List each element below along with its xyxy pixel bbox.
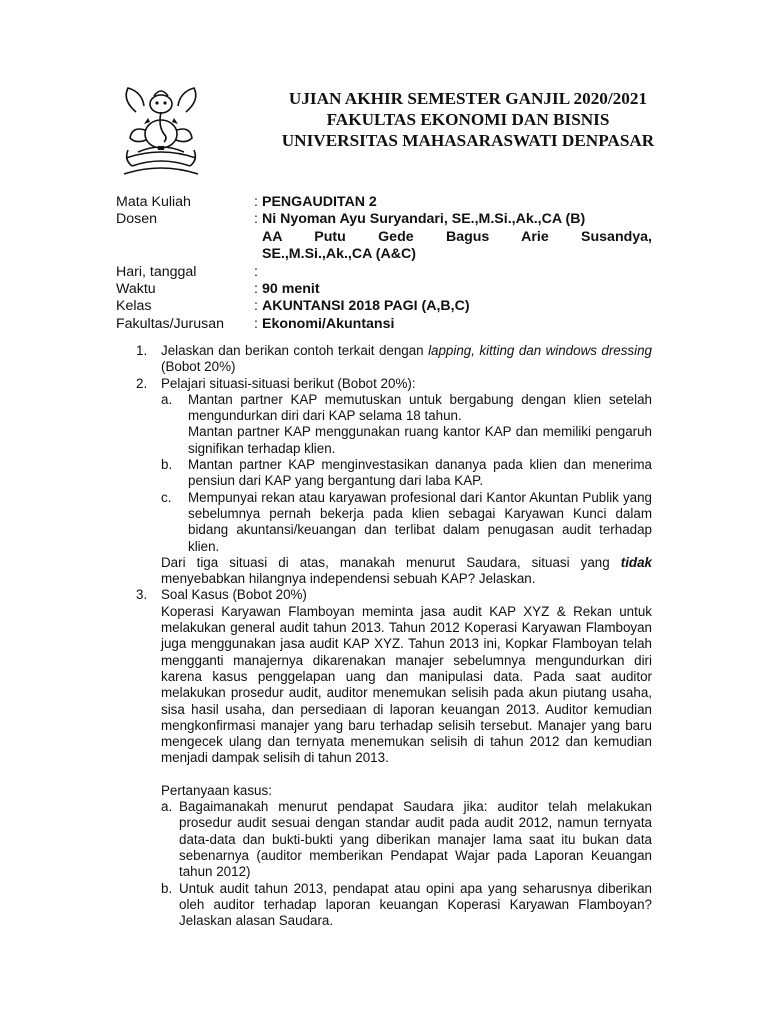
info-row-hari: [116, 264, 652, 281]
item-text: [188, 392, 652, 457]
question-2: [136, 376, 652, 588]
q2-item-a: [161, 392, 652, 457]
info-label: Kelas: [116, 298, 152, 315]
info-value: AKUNTANSI 2018 PAGI (A,B,C): [262, 298, 470, 315]
q3-item-b: [161, 881, 652, 930]
q3-title: Soal Kasus (Bobot 20%): [161, 587, 307, 603]
info-label: Dosen: [116, 211, 158, 228]
dosen-1: Ni Nyoman Ayu Suryandari, SE.,M.Si.,Ak.,CA (B): [262, 211, 586, 228]
info-row-kelas: [116, 298, 652, 315]
info-colon: :: [254, 211, 258, 228]
info-label: Mata Kuliah: [116, 194, 191, 210]
question-text: [161, 376, 652, 588]
info-value: Ekonomi/Akuntansi: [262, 315, 395, 332]
info-colon: :: [254, 298, 258, 315]
item-text: Mempunyai rekan atau karyawan profesional dari Kantor Akuntan Publik yang sebelumnya pernah bekerja pada klien sebagai Karyawan Kunci dalam bidang akuntansi/keuangan dan terlibat dalam penugasan audit terhadap klien.: [188, 489, 652, 554]
q2-item-c: [161, 490, 652, 555]
item-label: c.: [161, 489, 172, 505]
q1-text-pre: Jelaskan dan berikan contoh terkait dengan: [161, 343, 429, 358]
question-1: [136, 343, 652, 376]
info-value: 90 menit: [262, 281, 320, 298]
item-text: Bagaimanakah menurut pendapat Saudara jika: auditor telah melakukan prosedur audit sesuai dengan standar audit pada audit 2012, namun ternyata data-data dan bukti-bukti yang diberikan manajer lama saat itu bukan data sebenarnya (auditor memberikan Pendapat Wajar pada Laporan Keuangan tahun 2012): [179, 799, 652, 880]
info-colon: :: [254, 281, 258, 298]
info-label: Hari, tanggal: [116, 263, 197, 280]
info-row-dosen: [116, 211, 652, 263]
item-label: b.: [161, 457, 173, 473]
q2-closing-pre: Dari tiga situasi di atas, manakah menurut Saudara, situasi yang: [161, 554, 621, 570]
info-value: PENGAUDITAN 2: [262, 194, 377, 210]
question-text: [161, 587, 652, 929]
question-number: 1.: [136, 343, 148, 358]
header-line-3: UNIVERSITAS MAHASARASWATI DENPASAR: [281, 131, 655, 150]
header-line-2: FAKULTAS EKONOMI DAN BISNIS: [326, 110, 610, 129]
q2-a-text-1: Mantan partner KAP memutuskan untuk bergabung dengan klien setelah mengundurkan diri dari KAP selama 18 tahun.: [188, 391, 652, 424]
info-row-fakultas: [116, 316, 652, 333]
question-text: [161, 343, 652, 376]
q1-text-italic: lapping, kitting dan windows dressing: [428, 343, 652, 358]
q3-case: Koperasi Karyawan Flamboyan meminta jasa audit KAP XYZ & Rekan untuk melakukan general audit tahun 2013. Tahun 2012 Koperasi Karyawan Flamboyan juga menggunakan jasa audit KAP XYZ. Tahun 2013 ini, Kopkar Flamboyan telah mengganti manajernya dikarenakan manajer sebelumnya mengundurkan diri karena kasus penggelapan uang dan manipulasi data. Pada saat auditor melakukan prosedur audit, auditor menemukan selisih pada akun piutang usaha, sisa hasil usaha, dan persediaan di laporan keuangan 2013. Auditor kemudian mengkonfirmasi manajer yang baru terhadap selisih tersebut. Manajer yang baru mengecek ulang dan ternyata menemukan selisih di tahun 2012 dan kemudian menjadi dampak selisih di tahun 2013.: [161, 603, 652, 766]
q3-pertanyaan: Pertanyaan kasus:: [161, 782, 272, 798]
question-3: [136, 587, 652, 929]
question-number: 3.: [136, 587, 148, 603]
info-row-mata-kuliah: [116, 194, 652, 211]
info-colon: :: [254, 263, 258, 280]
q1-text-post: (Bobot 20%): [161, 359, 236, 375]
item-label: b.: [161, 880, 173, 896]
info-label: Waktu: [116, 281, 156, 298]
item-label: a.: [161, 391, 173, 407]
university-logo: [118, 82, 204, 178]
q2-intro: Pelajari situasi-situasi berikut (Bobot 20%):: [161, 375, 416, 391]
dosen-2a: AA Putu Gede Bagus Arie Susandya,: [262, 228, 652, 245]
item-label: a.: [161, 799, 173, 815]
info-row-waktu: [116, 281, 652, 298]
q2-closing-bold: tidak: [620, 554, 652, 570]
q2-closing-post: menyebabkan hilangnya independensi sebuah KAP? Jelaskan.: [161, 571, 536, 587]
q3-item-a: [161, 799, 652, 880]
dosen-2b: SE.,M.Si.,Ak.,CA (A&C): [262, 246, 416, 263]
header-line-1: UJIAN AKHIR SEMESTER GANJIL 2020/2021: [288, 89, 648, 108]
q2-item-b: [161, 457, 652, 490]
course-info: [116, 194, 652, 333]
q2-closing: [161, 555, 652, 588]
question-number: 2.: [136, 375, 148, 391]
item-text: Mantan partner KAP menginvestasikan dananya pada klien dan menerima pensiun dari KAP yang bergantung dari laba KAP.: [188, 457, 652, 489]
info-value: [258, 264, 652, 281]
exam-questions: [136, 343, 652, 929]
info-colon: :: [254, 194, 258, 210]
info-colon: :: [254, 315, 258, 332]
item-text: Untuk audit tahun 2013, pendapat atau opini apa yang seharusnya diberikan oleh auditor terhadap laporan keuangan Koperasi Karyawan Flamboyan? Jelaskan alasan Saudara.: [179, 880, 652, 929]
q2-a-text-2: Mantan partner KAP menggunakan ruang kantor KAP dan memiliki pengaruh signifikan terhadap klien.: [188, 424, 652, 456]
info-value: [258, 211, 652, 263]
info-label: Fakultas/Jurusan: [116, 315, 225, 332]
exam-header: [208, 88, 728, 151]
